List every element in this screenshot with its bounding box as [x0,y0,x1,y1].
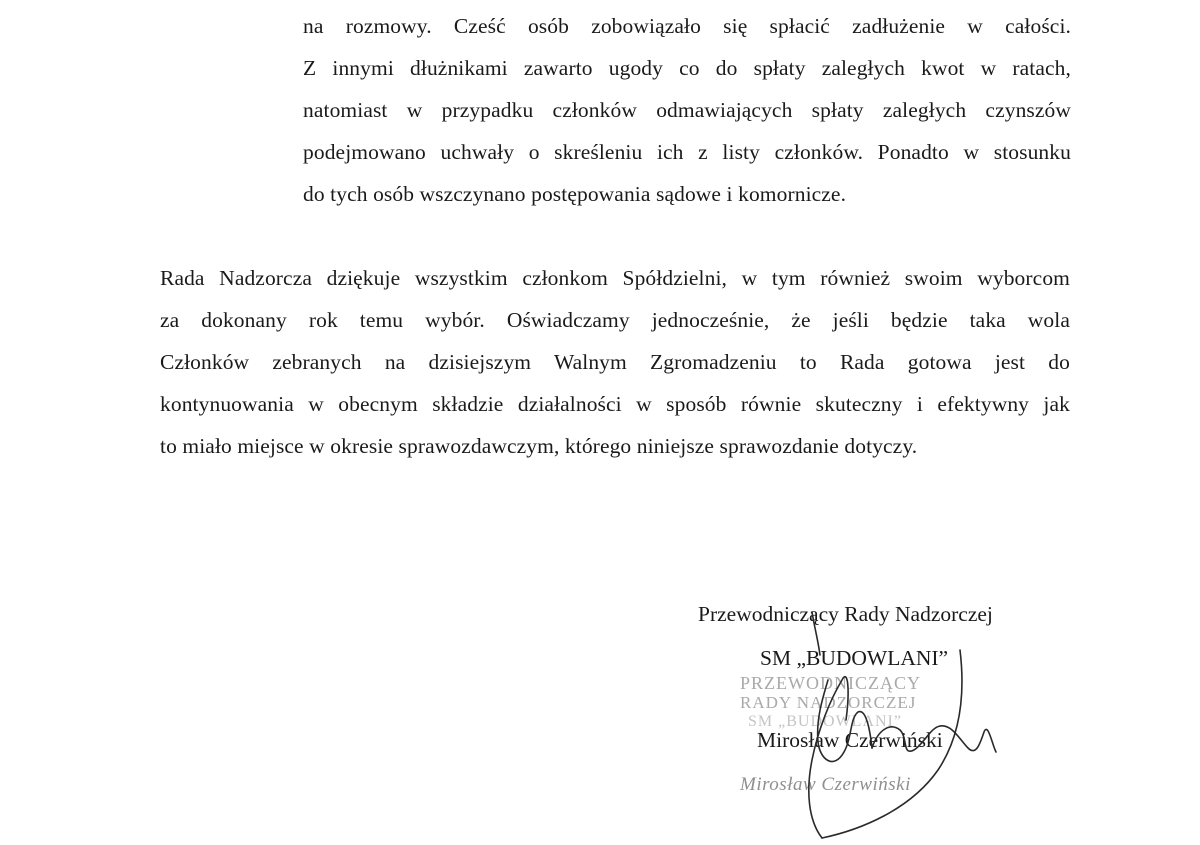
stamp-name: Mirosław Czerwiński [740,774,911,795]
paragraph-2-line: kontynuowania w obecnym składzie działalności w sposób równie skuteczny i efektywny jak [160,392,1070,416]
paragraph-2-line: Rada Nadzorcza dziękuje wszystkim członkom Spółdzielni, w tym również swoim wyborcom [160,266,1070,290]
paragraph-1-line: Z innymi dłużnikami zawarto ugody co do spłaty zaległych kwot w ratach, [303,56,1071,80]
paragraph-1-line: podejmowano uchwały o skreśleniu ich z listy członków. Ponadto w stosunku [303,140,1071,164]
paragraph-2-line: to miało miejsce w okresie sprawozdawczym, którego niniejsze sprawozdanie dotyczy. [160,434,918,458]
stamp-line-2: RADY NADZORCZEJ [740,693,917,712]
stamp-line-3: SM „BUDOWLANI” [748,713,902,730]
paragraph-2-line: Członków zebranych na dzisiejszym Walnym Zgromadzeniu to Rada gotowa jest do [160,350,1070,374]
signature-organization: SM „BUDOWLANI” [760,646,949,670]
paragraph-1-line: natomiast w przypadku członków odmawiających spłaty zaległych czynszów [303,98,1071,122]
paragraph-2-line: za dokonany rok temu wybór. Oświadczamy jednocześnie, że jeśli będzie taka wola [160,308,1070,332]
signature-name: Mirosław Czerwiński [757,728,943,752]
paragraph-1-line: do tych osób wszczynano postępowania sądowe i komornicze. [303,182,847,206]
signature-title: Przewodniczący Rady Nadzorczej [698,602,993,626]
stamp-line-1: PRZEWODNICZĄCY [740,673,921,693]
paragraph-1-line: na rozmowy. Cześć osób zobowiązało się spłacić zadłużenie w całości. [303,14,1071,38]
